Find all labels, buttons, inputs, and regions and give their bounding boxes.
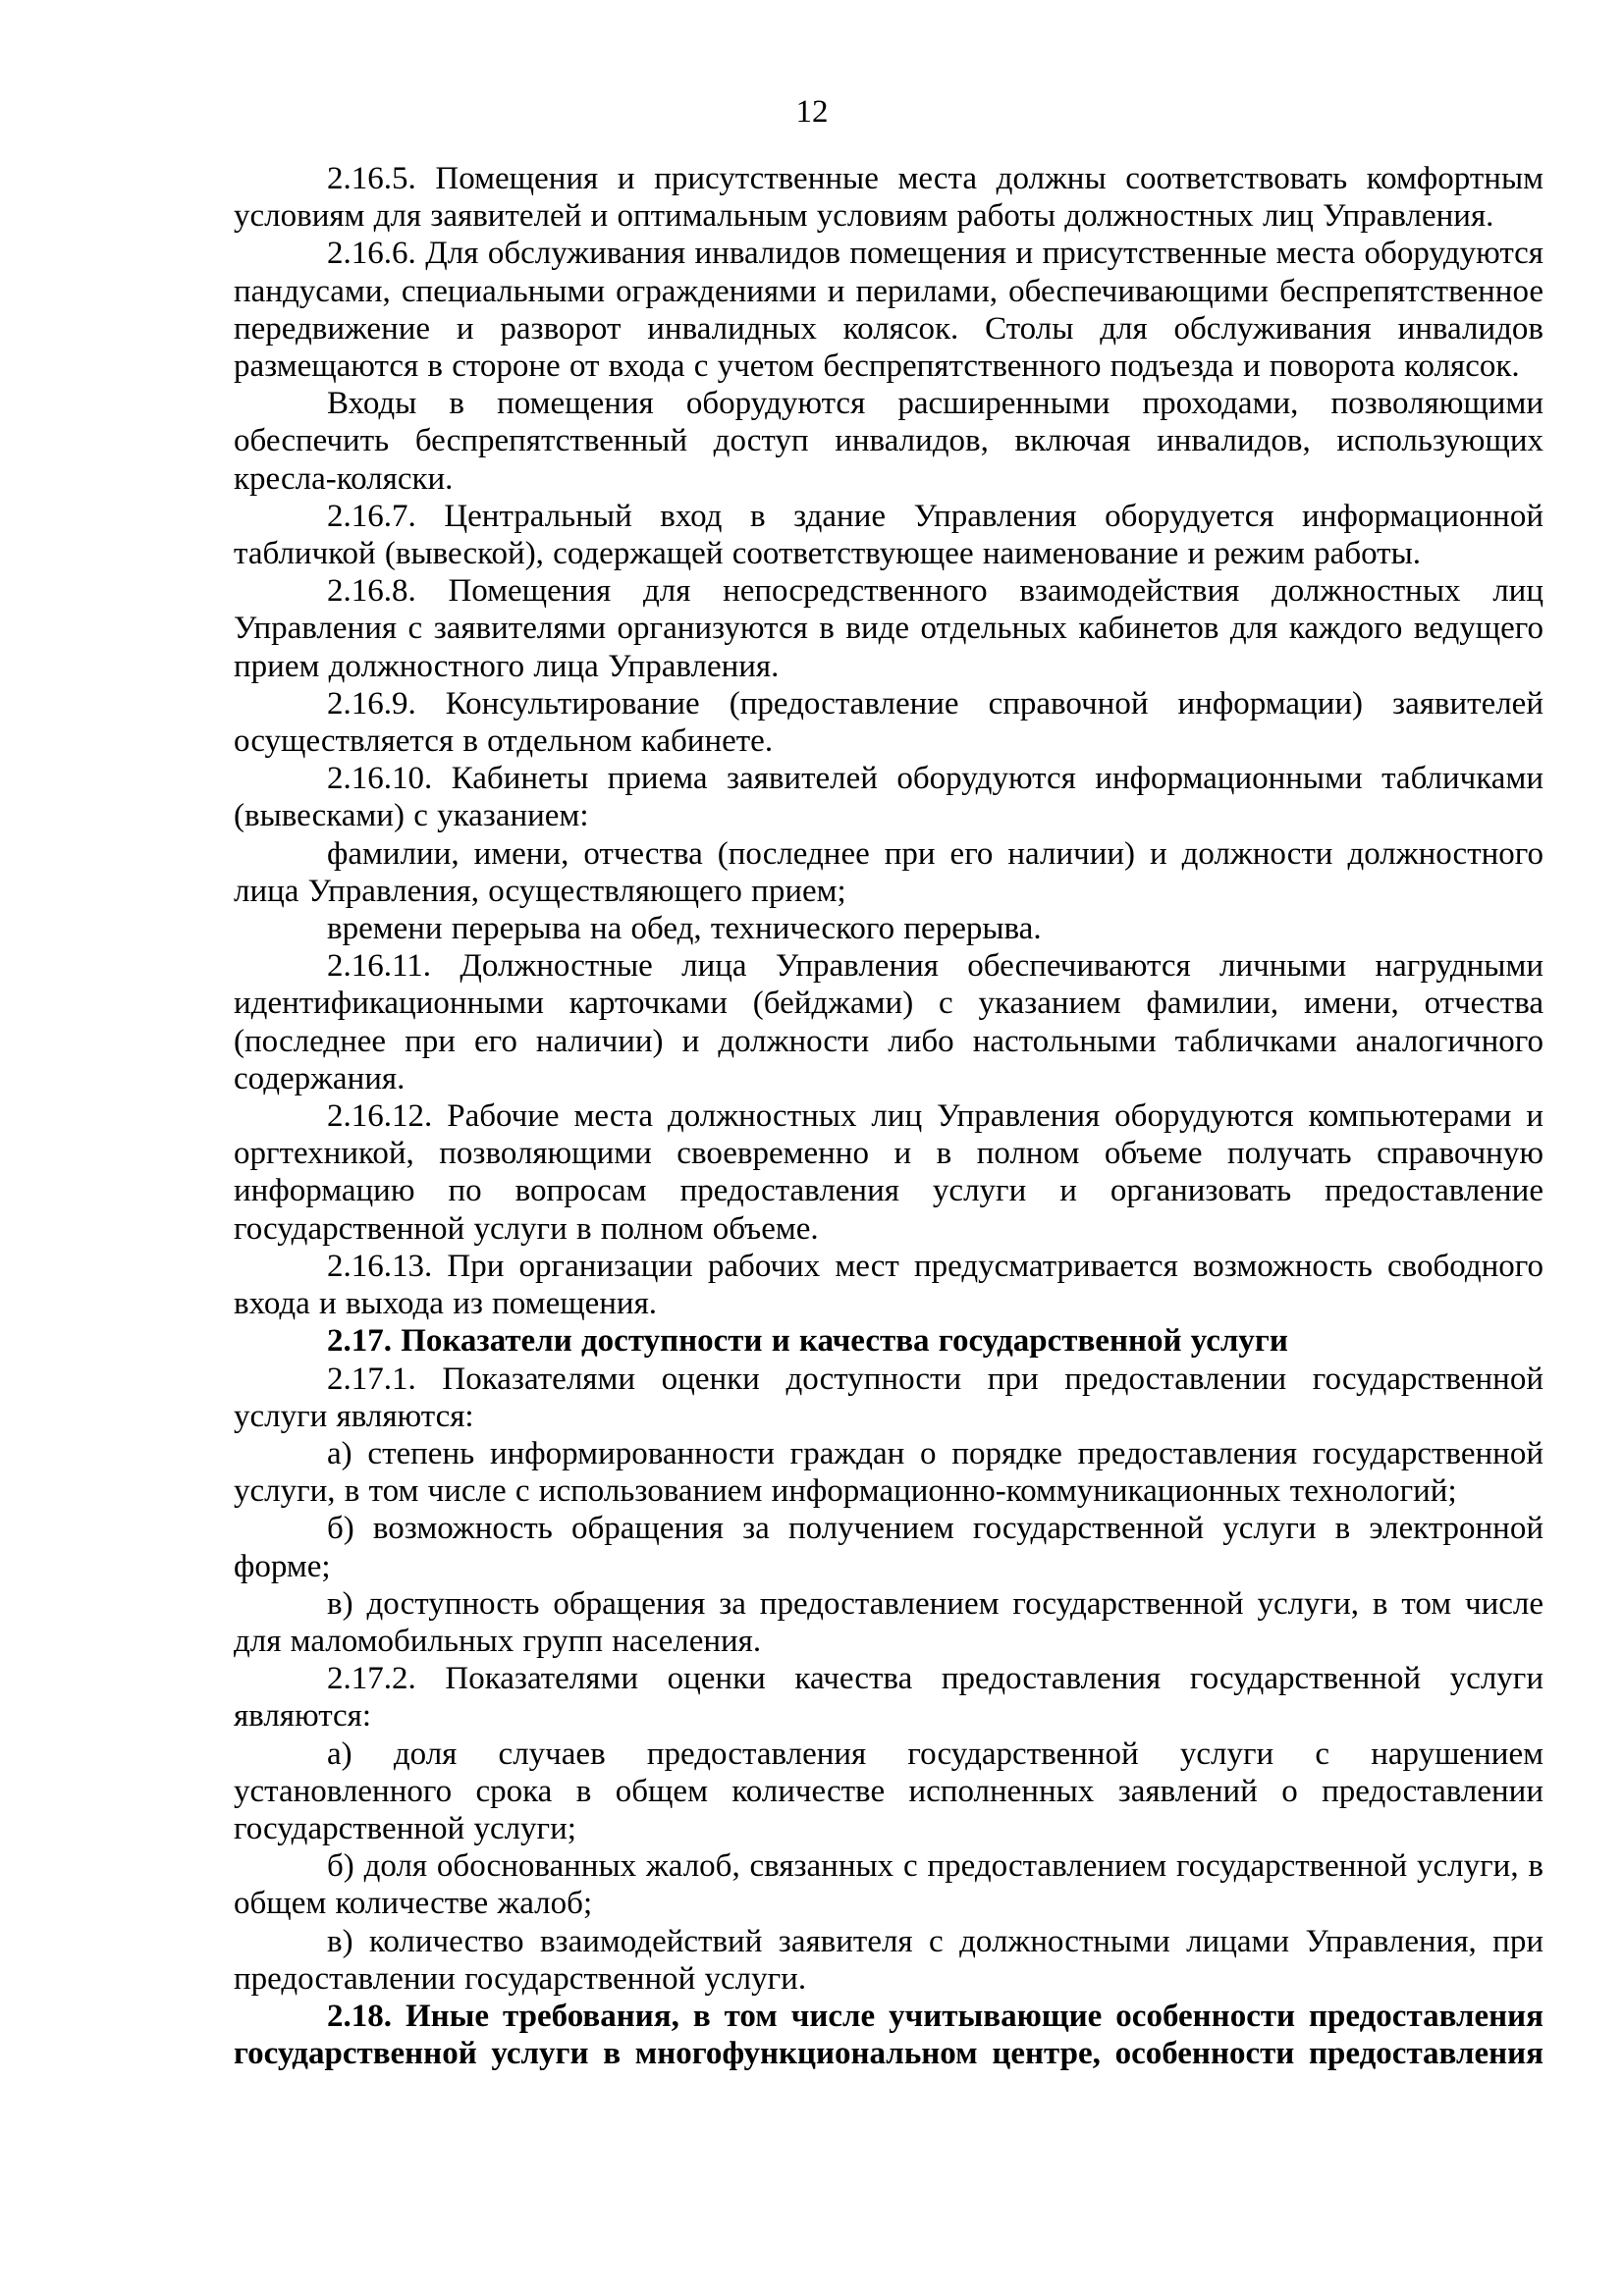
document-body bbox=[234, 160, 1543, 2072]
para-2-17-2: 2.17.2. Показателями оценки качества предоставления государственной услуги являются: bbox=[234, 1661, 1543, 1735]
para-2-16-6: 2.16.6. Для обслуживания инвалидов помещения и присутственные места оборудуются пандусами, специальными ограждениями и перилами, обеспечивающими беспрепятственное передвижение и разворот инвалидных колясок. Столы для обслуживания инвалидов размещаются в стороне от входа с учетом беспрепятственного подъезда и поворота колясок. bbox=[234, 236, 1543, 385]
para-2-17-1: 2.17.1. Показателями оценки доступности при предоставлении государственной услуги являются: bbox=[234, 1361, 1543, 1434]
para-entrances: Входы в помещения оборудуются расширенными проходами, позволяющими обеспечить беспрепятственный доступ инвалидов, включая инвалидов, использующих кресла-коляски. bbox=[234, 386, 1543, 497]
para-2-16-12: 2.16.12. Рабочие места должностных лиц Управления оборудуются компьютерами и оргтехникой, позволяющими своевременно и в полном объеме получать справочную информацию по вопросам предоставления услуги и организовать предоставление государственной услуги в полном объеме. bbox=[234, 1098, 1543, 1247]
para-2-16-10-item-name: фамилии, имени, отчества (последнее при его наличии) и должности должностного лица Управления, осуществляющего прием; bbox=[234, 835, 1543, 909]
heading-2-17: 2.17. Показатели доступности и качества государственной услуги bbox=[327, 1323, 1288, 1360]
para-2-16-9: 2.16.9. Консультирование (предоставление справочной информации) заявителей осуществляется в отдельном кабинете. bbox=[234, 685, 1543, 760]
para-2-17-2-a: а) доля случаев предоставления государственной услуги с нарушением установленного срока в общем количестве исполненных заявлений о предоставлении государственной услуги; bbox=[234, 1735, 1543, 1846]
para-2-17-1-b: б) возможность обращения за получением государственной услуги в электронной форме; bbox=[234, 1511, 1543, 1584]
para-2-16-8: 2.16.8. Помещения для непосредственного взаимодействия должностных лиц Управления с заявителями организуются в виде отдельных кабинетов для каждого ведущего прием должностного лица Управления. bbox=[234, 573, 1543, 684]
para-2-16-10: 2.16.10. Кабинеты приема заявителей оборудуются информационными табличками (вывесками) с указанием: bbox=[234, 761, 1543, 834]
para-2-17-1-v: в) доступность обращения за предоставлением государственной услуги, в том числе для маломобильных групп населения. bbox=[234, 1585, 1543, 1659]
para-2-16-5: 2.16.5. Помещения и присутственные места должны соответствовать комфортным условиям для заявителей и оптимальным условиям работы должностных лиц Управления. bbox=[234, 161, 1543, 235]
page-number: 12 bbox=[795, 94, 829, 130]
para-2-16-10-item-break: времени перерыва на обед, технического перерыва. bbox=[327, 911, 1042, 947]
para-2-16-11: 2.16.11. Должностные лица Управления обеспечиваются личными нагрудными идентификационными карточками (бейджами) с указанием фамилии, имени, отчества (последнее при его наличии) и должности либо настольными табличками аналогичного содержания. bbox=[234, 948, 1543, 1096]
heading-2-18: 2.18. Иные требования, в том числе учитывающие особенности предоставления государственной услуги в многофункциональном центре, особенности предоставления bbox=[234, 1998, 1543, 2072]
para-2-16-7: 2.16.7. Центральный вход в здание Управления оборудуется информационной табличкой (вывеской), содержащей соответствующее наименование и режим работы. bbox=[234, 498, 1543, 572]
para-2-17-1-a: а) степень информированности граждан о порядке предоставления государственной услуги, в том числе с использованием информационно-коммуникационных технологий; bbox=[234, 1435, 1543, 1510]
para-2-17-2-b: б) доля обоснованных жалоб, связанных с предоставлением государственной услуги, в общем количестве жалоб; bbox=[234, 1848, 1543, 1922]
para-2-16-13: 2.16.13. При организации рабочих мест предусматривается возможность свободного входа и выхода из помещения. bbox=[234, 1248, 1543, 1322]
para-2-17-2-v: в) количество взаимодействий заявителя с должностными лицами Управления, при предоставлении государственной услуги. bbox=[234, 1923, 1543, 1997]
